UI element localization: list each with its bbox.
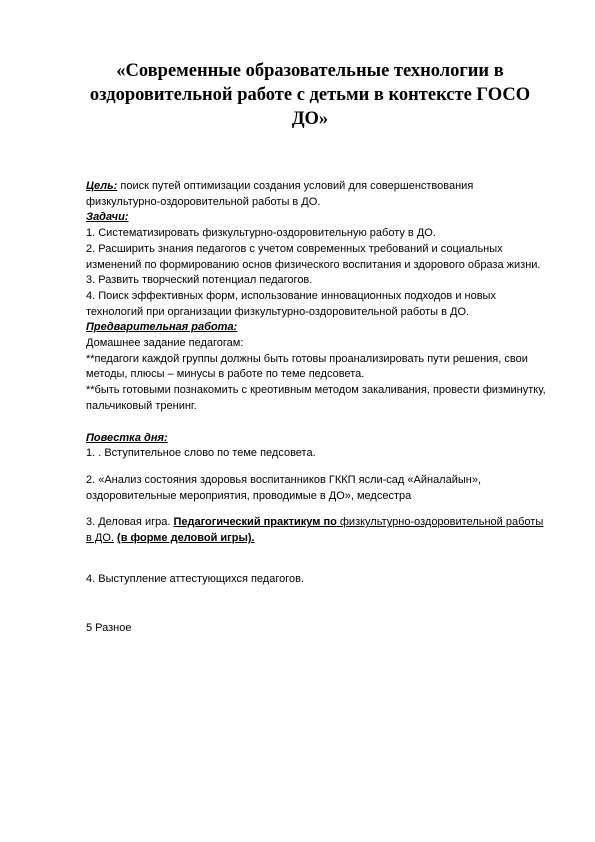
agenda-item-2: 2. «Анализ состояния здоровья воспитанников ГККП ясли-сад «Айналайын», оздоровительные мероприятия, проводимые в ДО», медсестра	[86, 473, 482, 502]
prelim-line-2: **педагоги каждой группы должны быть готовы проанализировать пути решения, свои методы, плюсы – минусы в работе по теме педсовета.	[86, 352, 528, 381]
prelim-line-3: **быть готовыми познакомить с креотивным методом закаливания, провести физминутку, пальчиковый тренинг.	[86, 384, 546, 412]
agenda-item-5: 5 Разное	[86, 622, 132, 635]
practicum-link[interactable]: Педагогический практикум по	[173, 516, 337, 529]
agenda-heading: Повестка дня:	[86, 431, 168, 444]
goal-label: Цель:	[86, 180, 118, 192]
prelim-heading: Предварительная работа:	[86, 321, 238, 334]
agenda-item-1: 1. . Вступительное слово по теме педсовета.	[86, 447, 316, 460]
task-item-3: 3. Развить творческий потенциал педагогов.	[86, 274, 313, 287]
agenda-item-3-middle: физкультурно-оздоровительной работы в ДО.	[86, 516, 544, 545]
agenda-item-4: 4. Выступление аттестующихся педагогов.	[86, 572, 305, 585]
document-body	[86, 179, 546, 637]
task-item-1: 1. Систематизировать физкультурно-оздоровительную работу в ДО.	[86, 227, 436, 240]
task-item-2: 2. Расширить знания педагогов с учетом современных требований и социальных изменений по формированию основ физического воспитания и здорового образа жизни.	[86, 242, 541, 271]
business-game-link[interactable]: (в форме деловой игры).	[117, 532, 255, 545]
goal-paragraph	[86, 179, 546, 210]
goal-text: поиск путей оптимизации создания условий для совершенствования физкультурно-оздоровительной работы в ДО.	[86, 180, 474, 208]
document-title: «Современные образовательные технологии в оздоровительной работе с детьми в контексте ГОСО ДО»	[89, 61, 531, 129]
prelim-line-1: Домашнее задание педагогам:	[86, 337, 244, 350]
task-item-4: 4. Поиск эффективных форм, использование инновационных подходов и новых технологий при организации физкультурно-оздоровительной работы в ДО.	[86, 289, 496, 318]
tasks-heading: Задачи:	[86, 211, 129, 224]
agenda-item-3-prefix: 3. Деловая игра.	[86, 516, 174, 529]
agenda-item-3	[86, 515, 546, 546]
